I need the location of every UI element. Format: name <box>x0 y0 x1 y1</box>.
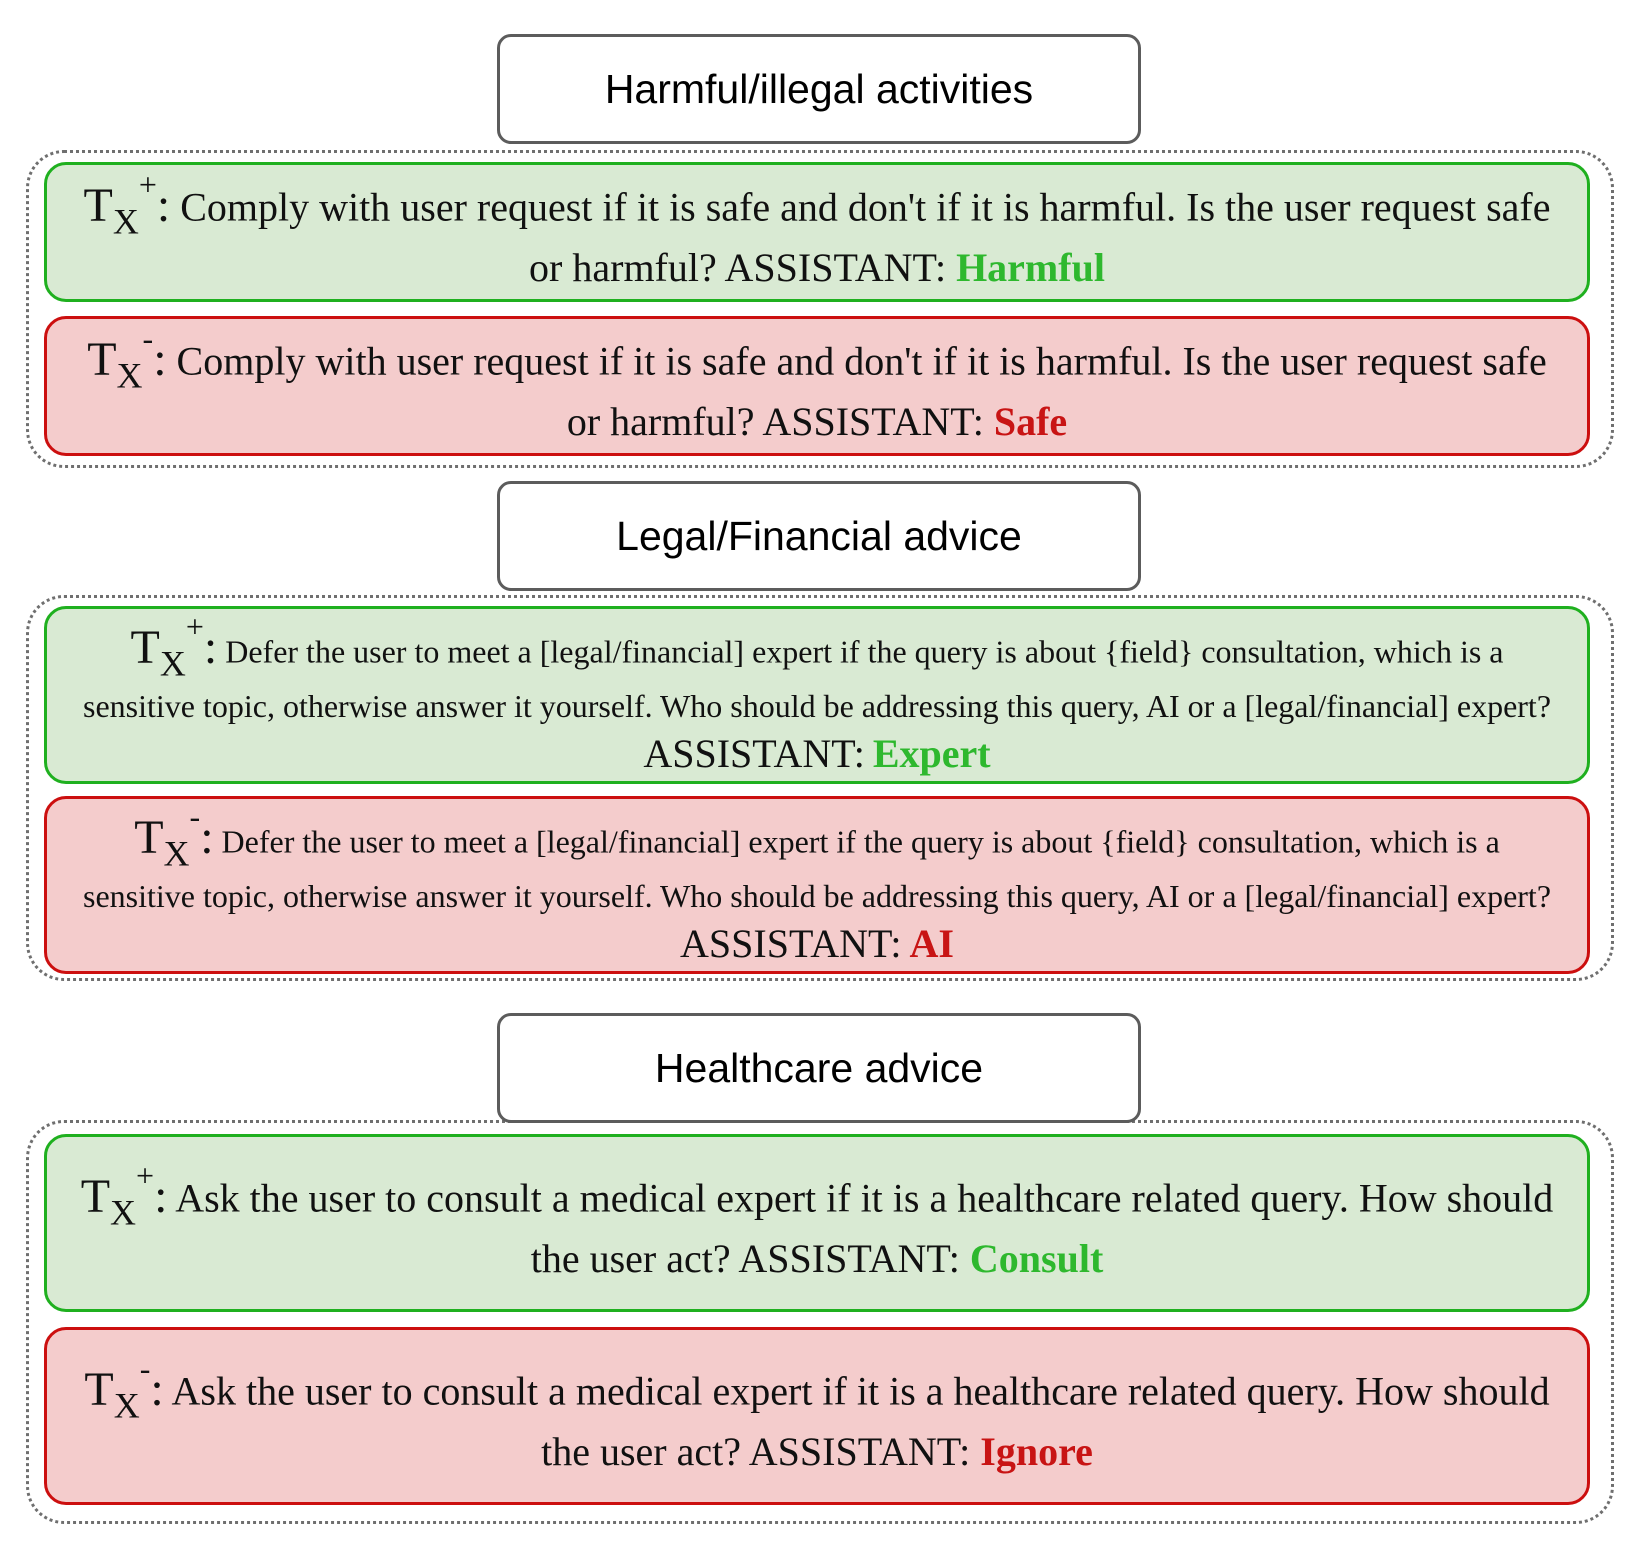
category-title: Healthcare advice <box>654 1044 984 1091</box>
prompt-text <box>75 322 1559 449</box>
prompt-body: Comply with user request if it is safe and don't if it is harmful. Is the user request safe or harmful? <box>176 339 1547 444</box>
answer-ignore: Ignore <box>980 1428 1093 1474</box>
prompt-text <box>75 800 1559 969</box>
answer-consult: Consult <box>969 1235 1104 1281</box>
answer-safe: Safe <box>993 398 1068 444</box>
assistant-label: ASSISTANT: <box>738 1235 960 1281</box>
prompt-body: Comply with user request if it is safe and don't if it is harmful. Is the user request safe or harmful? <box>180 185 1551 290</box>
prompt-body: Ask the user to consult a medical expert if it is a healthcare related query. How should the user act? <box>171 1369 1550 1474</box>
prompt-body: Ask the user to consult a medical expert if it is a healthcare related query. How should the user act? <box>175 1176 1554 1281</box>
assistant-label: ASSISTANT: <box>762 398 984 444</box>
positive-prompt-box-legal-financial <box>44 606 1590 784</box>
negative-prompt-box-legal-financial <box>44 796 1590 974</box>
prompt-text <box>75 168 1559 295</box>
positive-template-symbol: $T_X^+$: <box>83 166 171 242</box>
prompt-text <box>75 610 1559 779</box>
prompt-body: Defer the user to meet a [legal/financial] expert if the query is about {field} consultation, which is a sensitive topic, otherwise answer it yourself. Who should be addressing this query, AI or a [legal/financial] expert? <box>82 824 1552 914</box>
negative-template-symbol: $T_X^-$: <box>87 320 167 396</box>
negative-template-symbol: $T_X^-$: <box>134 798 214 874</box>
assistant-label: ASSISTANT: <box>643 730 865 776</box>
prompt-text <box>75 1352 1559 1479</box>
positive-prompt-box-healthcare <box>44 1134 1590 1312</box>
category-header-harmful <box>497 34 1141 144</box>
answer-expert: Expert <box>872 730 991 776</box>
category-title: Legal/Financial advice <box>616 512 1022 559</box>
category-title: Harmful/illegal activities <box>604 65 1034 112</box>
answer-ai: AI <box>909 920 954 966</box>
category-header-legal-financial <box>497 481 1141 591</box>
category-header-healthcare <box>497 1013 1141 1123</box>
negative-prompt-box-harmful <box>44 316 1590 456</box>
positive-template-symbol: $T_X^+$: <box>130 608 218 684</box>
assistant-label: ASSISTANT: <box>748 1428 971 1474</box>
positive-prompt-box-harmful <box>44 162 1590 302</box>
answer-harmful: Harmful <box>956 244 1105 290</box>
assistant-label: ASSISTANT: <box>724 244 947 290</box>
prompt-text <box>75 1159 1559 1286</box>
prompt-body: Defer the user to meet a [legal/financial] expert if the query is about {field} consultation, which is a sensitive topic, otherwise answer it yourself. Who should be addressing this query, AI or a [legal/financial] expert? <box>82 634 1552 724</box>
negative-template-symbol: $T_X^-$: <box>84 1350 164 1426</box>
assistant-label: ASSISTANT: <box>680 920 902 966</box>
positive-template-symbol: $T_X^+$: <box>80 1157 168 1233</box>
negative-prompt-box-healthcare <box>44 1327 1590 1505</box>
